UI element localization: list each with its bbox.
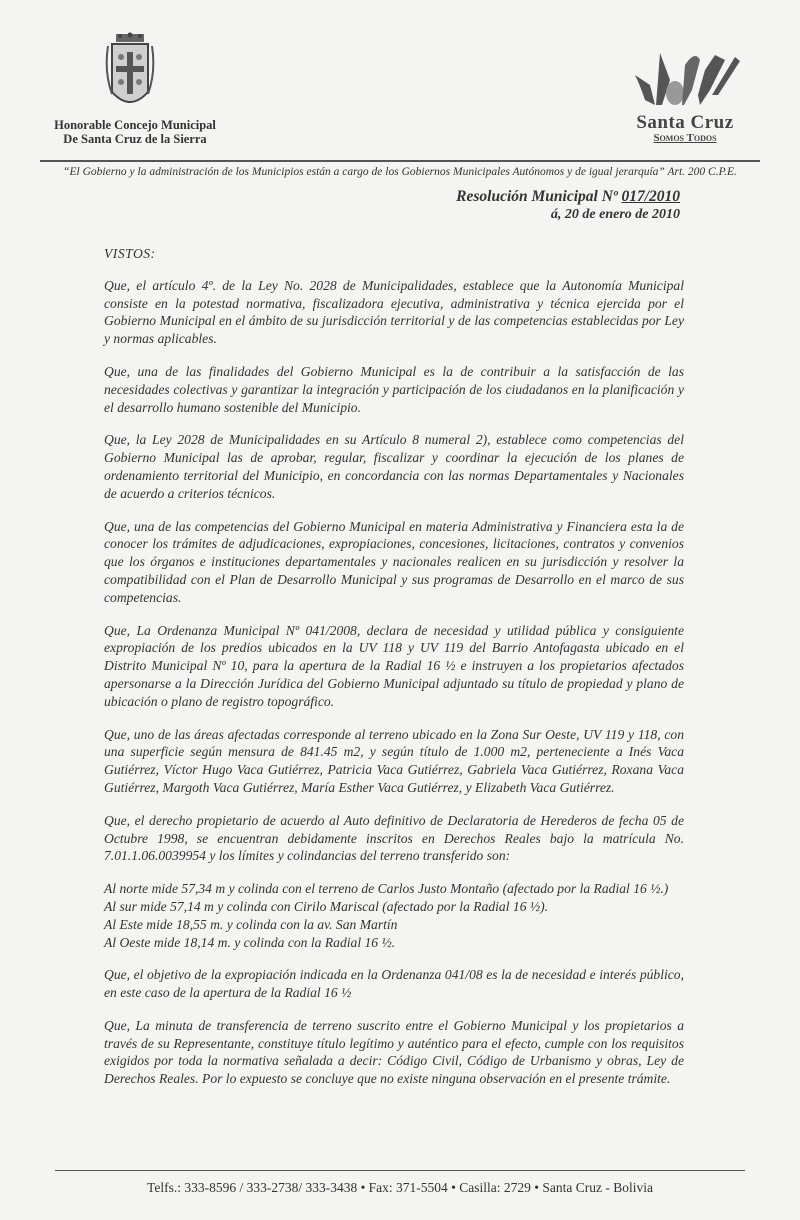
paragraph: Que, el derecho propietario de acuerdo al Auto definitivo de Declaratoria de Herederos de fecha 05 de Octubre 1998, se encuentran debidamente inscritos en Derechos Reales bajo la matrícula No. 7.01.1.06.0039954 y los límites y colindancias del terreno transferido son:: [104, 812, 684, 864]
coat-of-arms-icon: [104, 32, 156, 118]
resolution-date: á, 20 de enero de 2010: [550, 207, 680, 222]
constitution-quote: “El Gobierno y la administración de los Municipios están a cargo de los Gobiernos Municipales Autónomos y de igual jerarquía” Art. 200 C.P.E.: [63, 166, 737, 178]
boundary-west: Al Oeste mide 18,14 m. y colinda con la Radial 16 ½.: [104, 934, 396, 950]
paragraph: Que, La Ordenanza Municipal Nº 041/2008, declara de necesidad y utilidad pública y consiguiente expropiación de los predios ubicados en la UV 118 y UV 119 del Barrio Antofagasta ubicado en el Distrito Municipal Nº 10, para la apertura de la Radial 16 ½ e instruyen a los propietarios afectados apersonarse a la Dirección Jurídica del Gobierno Municipal adjuntado su título de propiedad y plano de ubicación o plano de registro topográfico.: [104, 622, 684, 709]
document-body: [104, 245, 684, 1103]
resolution-title-prefix: Resolución Municipal Nº: [456, 188, 622, 205]
boundary-north: Al norte mide 57,34 m y colinda con el terreno de Carlos Justo Montaño (afectado por la Radial 16 ½.): [104, 881, 669, 897]
boundary-south: Al sur mide 57,14 m y colinda con Cirilo Mariscal (afectado por la Radial 16 ½).: [104, 898, 549, 914]
paragraph: Que, una de las finalidades del Gobierno Municipal es la de contribuir a la satisfacción de las necesidades colectivas y garantizar la integración y participación de los ciudadanos en la planificación y el desarrollo humano sostenible del Municipio.: [104, 363, 684, 415]
boundary-east: Al Este mide 18,55 m. y colinda con la av. San Martín: [104, 916, 398, 932]
resolution-title: [456, 188, 680, 206]
paragraph: Que, el objetivo de la expropiación indicada en la Ordenanza 041/08 es la de necesidad e interés público, en este caso de la apertura de la Radial 16 ½: [104, 967, 684, 1001]
paragraph: Que, una de las competencias del Gobierno Municipal en materia Administrativa y Financiera esta la de conocer los trámites de adjudicaciones, expropiaciones, concesiones, licitaciones, contratos y convenios que los órganos e instituciones departamentales y nacionales realicen en su jurisdicción y resolver la compatibilidad con el Plan de Desarrollo Municipal y sus programas de Desarrollo en el marco de sus competencias.: [104, 518, 684, 605]
footer-contact: Telfs.: 333-8596 / 333-2738/ 333-3438 • Fax: 371-5504 • Casilla: 2729 • Santa Cruz - Bolivia: [147, 1180, 653, 1195]
resolution-number: 017/2010: [621, 188, 680, 205]
paragraph: Que, la Ley 2028 de Municipalidades en su Artículo 8 numeral 2), establece como competencias del Gobierno Municipal las de aprobar, regular, fiscalizar y coordinar la ejecución de los planes de ordenamiento territorial del Municipio, en concordancia con las normas Departamentales y Nacionales de acuerdo a criterios técnicos.: [104, 432, 684, 501]
santa-cruz-logo-name: Santa Cruz: [636, 112, 734, 133]
council-name-line1: Honorable Concejo Municipal: [54, 118, 216, 132]
paragraph: Que, La minuta de transferencia de terreno suscrito entre el Gobierno Municipal y los propietarios a través de su Representante, constituye título legítimo y auténtico para el efecto, cumple con los requisitos exigidos por toda la normativa señalada a decir: Código Civil, Código de Urbanismo y obras, Ley de Derechos Reales. Por lo expuesto se concluye que no existe ninguna observación en el presente trámite.: [104, 1017, 684, 1087]
paragraph: Que, el artículo 4º. de la Ley No. 2028 de Municipalidades, establece que la Autonomía Municipal consiste en la potestad normativa, fiscalizadora ejecutiva, administrativa y técnica ejercida por el Gobierno Municipal en el ámbito de su jurisdicción territorial y de las competencias establecidas por Ley y normas aplicables.: [104, 277, 684, 347]
council-name-line2: De Santa Cruz de la Sierra: [63, 132, 207, 146]
footer-divider: [55, 1170, 745, 1171]
paragraph: Que, uno de las áreas afectadas corresponde al terreno ubicado en la Zona Sur Oeste, UV 119 y 118, con una superficie según mensura de 841.45 m2, y según título de 1.000 m2, perteneciente a Inés Vaca Gutiérrez, Víctor Hugo Vaca Gutiérrez, Patricia Vaca Gutiérrez, Gabriela Vaca Gutiérrez, Roxana Vaca Gutiérrez, Margoth Vaca Gutiérrez, María Esther Vaca Gutiérrez, y Elizabeth Vaca Gutiérrez.: [104, 726, 684, 795]
header-divider: [40, 160, 760, 162]
boundaries-list: [104, 880, 684, 951]
council-name: [40, 118, 230, 146]
section-heading-vistos: VISTOS:: [104, 246, 156, 261]
santa-cruz-logo-tagline: Somos Todos: [653, 132, 717, 144]
